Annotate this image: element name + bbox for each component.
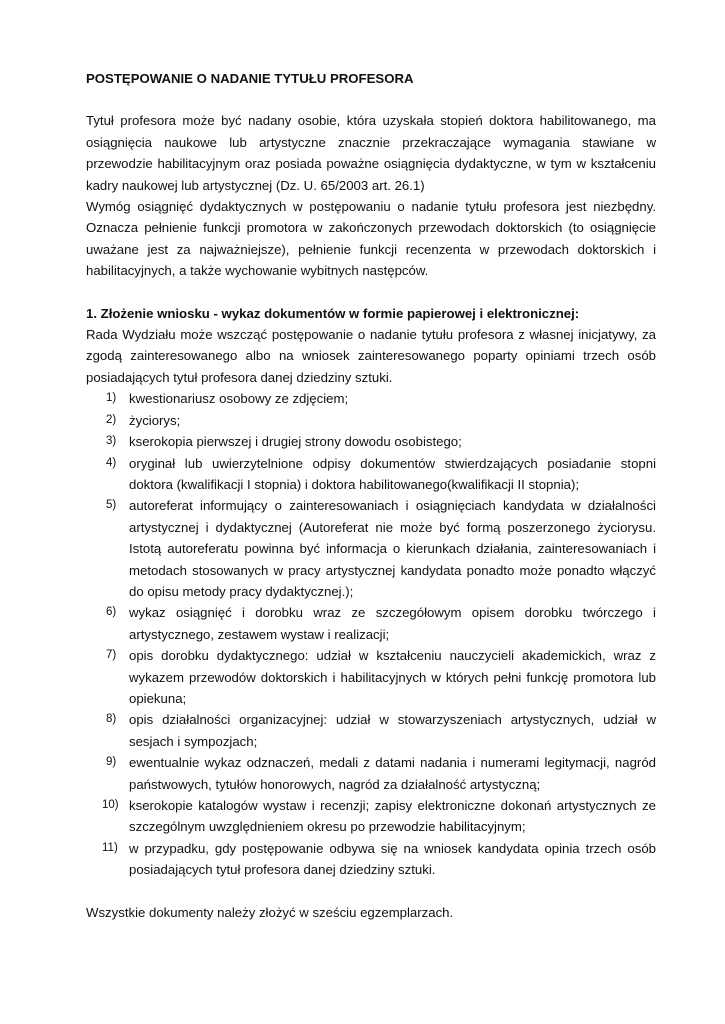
spacer [86,282,656,303]
list-item [86,453,656,496]
list-item-number: 10) [102,799,119,811]
list-item [86,431,656,452]
list-item-number: 2) [106,413,117,426]
list-item-text: wykaz osiągnięć i dorobku wraz ze szczegółowym opisem dorobku twórczego i artystycznego, zestawem wystaw i realizacji; [129,605,656,642]
list-item [86,410,656,431]
list-item-number: 11) [102,841,118,854]
list-item-number: 9) [106,756,117,769]
list-item-text: kwestionariusz osobowy ze zdjęciem; [129,391,349,407]
list-item-text: życiorys; [129,412,181,428]
list-item-number: 1) [106,392,117,405]
list-item-number: 6) [106,606,117,619]
document-page [86,68,656,923]
list-item-text: w przypadku, gdy postępowanie odbywa się na wniosek kandydata opinia trzech osób posiadających tytuł profesora danej dziedziny sztuki. [129,840,656,878]
list-item-text: ewentualnie wykaz odznaczeń, medali z datami nadania i numerami legitymacji, nagród państwowych, tytułów honorowych, nagród za działalność artystyczną; [129,755,656,792]
list-item [86,752,656,795]
list-item-text: opis działalności organizacyjnej: udział w stowarzyszeniach artystycznych, udział w sesjach i sympozjach; [129,712,656,749]
list-item-number: 8) [106,713,117,726]
list-item-text: opis dorobku dydaktycznego: udział w kształceniu nauczycieli akademickich, wraz z wykazem przewodów doktorskich i habilitacyjnych w których pełni funkcję promotora lub opiekuna; [129,648,656,706]
list-item [86,838,656,881]
spacer [86,881,656,902]
list-item [86,388,656,409]
list-item-number: 5) [106,499,117,512]
intro-paragraph-2: Wymóg osiągnięć dydaktycznych w postępowaniu o nadanie tytułu profesora jest niezbędny. Oznacza pełnienie funkcji promotora w zakończonych przewodach doktorskich (to osiągnięcie uważane jest za najważniejsze), pełnienie funkcji recenzenta w przewodach doktorskich i habilitacyjnych, a także wychowanie wybitnych następców. [86,199,656,279]
list-item [86,795,656,838]
list-item [86,645,656,709]
list-item [86,709,656,752]
section-description: Rada Wydziału może wszcząć postępowanie o nadanie tytułu profesora z własnej inicjatywy, za zgodą zainteresowanego albo na wniosek zainteresowanego poparty opiniami trzech osób posiadających tytuł profesora danej dziedziny sztuki. [86,327,656,385]
list-item-text: kserokopie katalogów wystaw i recenzji; zapisy elektroniczne dokonań artystycznych ze szczególnym uwzględnieniem okresu po przewodzie habilitacyjnym; [129,798,656,835]
list-item-text: kserokopia pierwszej i drugiej strony dowodu osobistego; [129,434,462,450]
document-heading: POSTĘPOWANIE O NADANIE TYTUŁU PROFESORA [86,71,414,86]
list-item-number: 4) [106,456,117,469]
document-list [86,388,656,880]
closing-note: Wszystkie dokumenty należy złożyć w sześciu egzemplarzach. [86,904,454,920]
list-item-text: oryginał lub uwierzytelnione odpisy dokumentów stwierdzających posiadanie stopni doktora (kwalifikacji I stopnia) i doktora habilitowanego(kwalifikacji II stopnia); [129,455,656,492]
list-item-number: 7) [106,649,117,662]
list-item [86,495,656,602]
list-item-text: autoreferat informujący o zainteresowaniach i osiągnięciach kandydata w działalności artystycznej i dydaktycznej (Autoreferat nie może być formą poszerzonego życiorysu. Istotą autoreferatu powinna być informacja o kierunkach działania, zainteresowaniach i metodach stosowanych w pracy artystycznej kandydata ponadto może ponadto włączyć do opisu metody pracy dydaktycznej.); [129,498,656,599]
list-item-number: 3) [106,435,117,448]
intro-paragraph-1: Tytuł profesora może być nadany osobie, która uzyskała stopień doktora habilitowanego, ma osiągnięcia naukowe lub artystyczne znacznie przekraczające wymagania stawiane w przewodzie habilitacyjnym oraz posiada poważne osiągnięcia dydaktyczne, w tym w kształceniu kadry naukowej lub artystycznej (Dz. U. 65/2003 art. 26.1) [86,113,656,193]
section-title: 1. Złożenie wniosku - wykaz dokumentów w formie papierowej i elektronicznej: [86,305,580,321]
list-item [86,602,656,645]
